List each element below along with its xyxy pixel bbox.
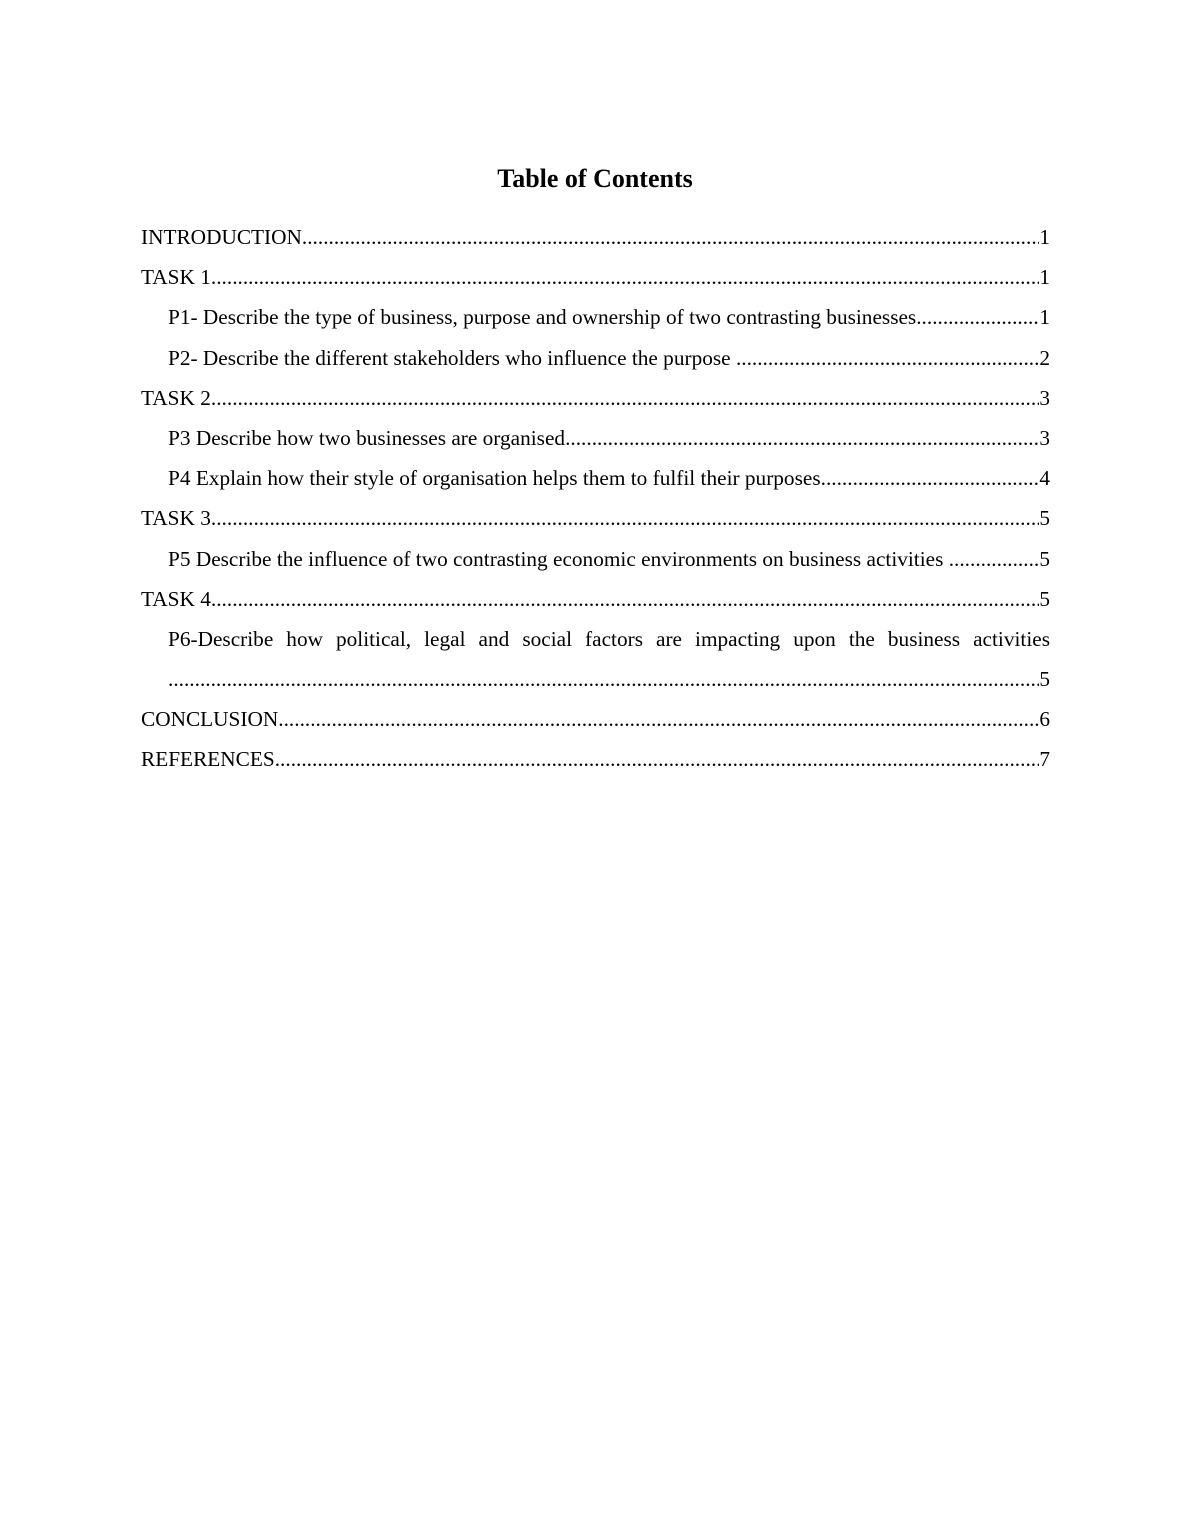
toc-entry-p2[interactable]	[141, 338, 1050, 378]
toc-entry-conclusion[interactable]	[141, 699, 1050, 739]
toc-dot-leader	[211, 378, 1039, 418]
toc-entry-label: REFERENCES	[141, 747, 275, 772]
toc-dot-leader	[736, 338, 1039, 378]
toc-entry-label: CONCLUSION	[141, 707, 279, 732]
toc-page-number: 7	[1039, 747, 1050, 772]
toc-entry-label: P6-Describe how political, legal and social factors are impacting upon the business activities	[168, 626, 1050, 651]
toc-page-number: 6	[1039, 707, 1050, 732]
toc-dot-leader	[949, 539, 1040, 579]
toc-list	[141, 217, 1050, 780]
toc-page-number: 5	[1039, 506, 1050, 531]
toc-page-number: 1	[1039, 305, 1050, 330]
toc-entry-p6-continuation[interactable]	[141, 659, 1050, 699]
toc-entry-label: TASK 2	[141, 385, 211, 410]
toc-entry-label: P3 Describe how two businesses are organised	[168, 425, 566, 450]
toc-entry-p5[interactable]	[141, 539, 1050, 579]
toc-entry-p1[interactable]	[141, 297, 1050, 337]
toc-entry-label: TASK 1	[141, 265, 211, 290]
toc-dot-leader	[821, 458, 1040, 498]
toc-dot-leader	[278, 699, 1039, 739]
toc-page-number: 5	[1039, 667, 1050, 692]
toc-page-number: 2	[1039, 345, 1050, 370]
toc-entry-label: P5 Describe the influence of two contrasting economic environments on business activities	[168, 546, 949, 571]
page-title: Table of Contents	[497, 164, 693, 193]
toc-dot-leader	[565, 418, 1039, 458]
toc-entry-label: TASK 4	[141, 586, 211, 611]
toc-dot-leader	[211, 579, 1039, 619]
toc-entry-task-1[interactable]	[141, 257, 1050, 297]
toc-dot-leader	[211, 498, 1039, 538]
toc-entry-p3[interactable]	[141, 418, 1050, 458]
toc-page-number: 4	[1039, 466, 1050, 491]
toc-entry-introduction[interactable]	[141, 217, 1050, 257]
toc-entry-task-3[interactable]	[141, 498, 1050, 538]
toc-page-number: 1	[1039, 265, 1050, 290]
toc-page-number: 5	[1039, 546, 1050, 571]
toc-dot-leader	[168, 659, 1039, 699]
toc-entry-p4[interactable]	[141, 458, 1050, 498]
toc-entry-task-2[interactable]	[141, 378, 1050, 418]
toc-entry-label: P4 Explain how their style of organisation helps them to fulfil their purposes	[168, 466, 821, 491]
toc-dot-leader	[275, 739, 1040, 779]
toc-entry-task-4[interactable]	[141, 579, 1050, 619]
toc-entry-label: TASK 3	[141, 506, 211, 531]
toc-dot-leader	[302, 217, 1039, 257]
toc-dot-leader	[916, 297, 1039, 337]
toc-dot-leader	[211, 257, 1039, 297]
toc-entry-label: P1- Describe the type of business, purpose and ownership of two contrasting businesses	[168, 305, 917, 330]
toc-page-number: 5	[1039, 586, 1050, 611]
toc-page-number: 1	[1039, 225, 1050, 249]
toc-entry-label: INTRODUCTION	[141, 225, 302, 249]
toc-page-number: 3	[1039, 425, 1050, 450]
toc-entry-p6[interactable]	[141, 619, 1050, 659]
toc-page-number: 3	[1039, 385, 1050, 410]
toc-entry-references[interactable]	[141, 739, 1050, 779]
toc-entry-label: P2- Describe the different stakeholders who influence the purpose	[168, 345, 736, 370]
